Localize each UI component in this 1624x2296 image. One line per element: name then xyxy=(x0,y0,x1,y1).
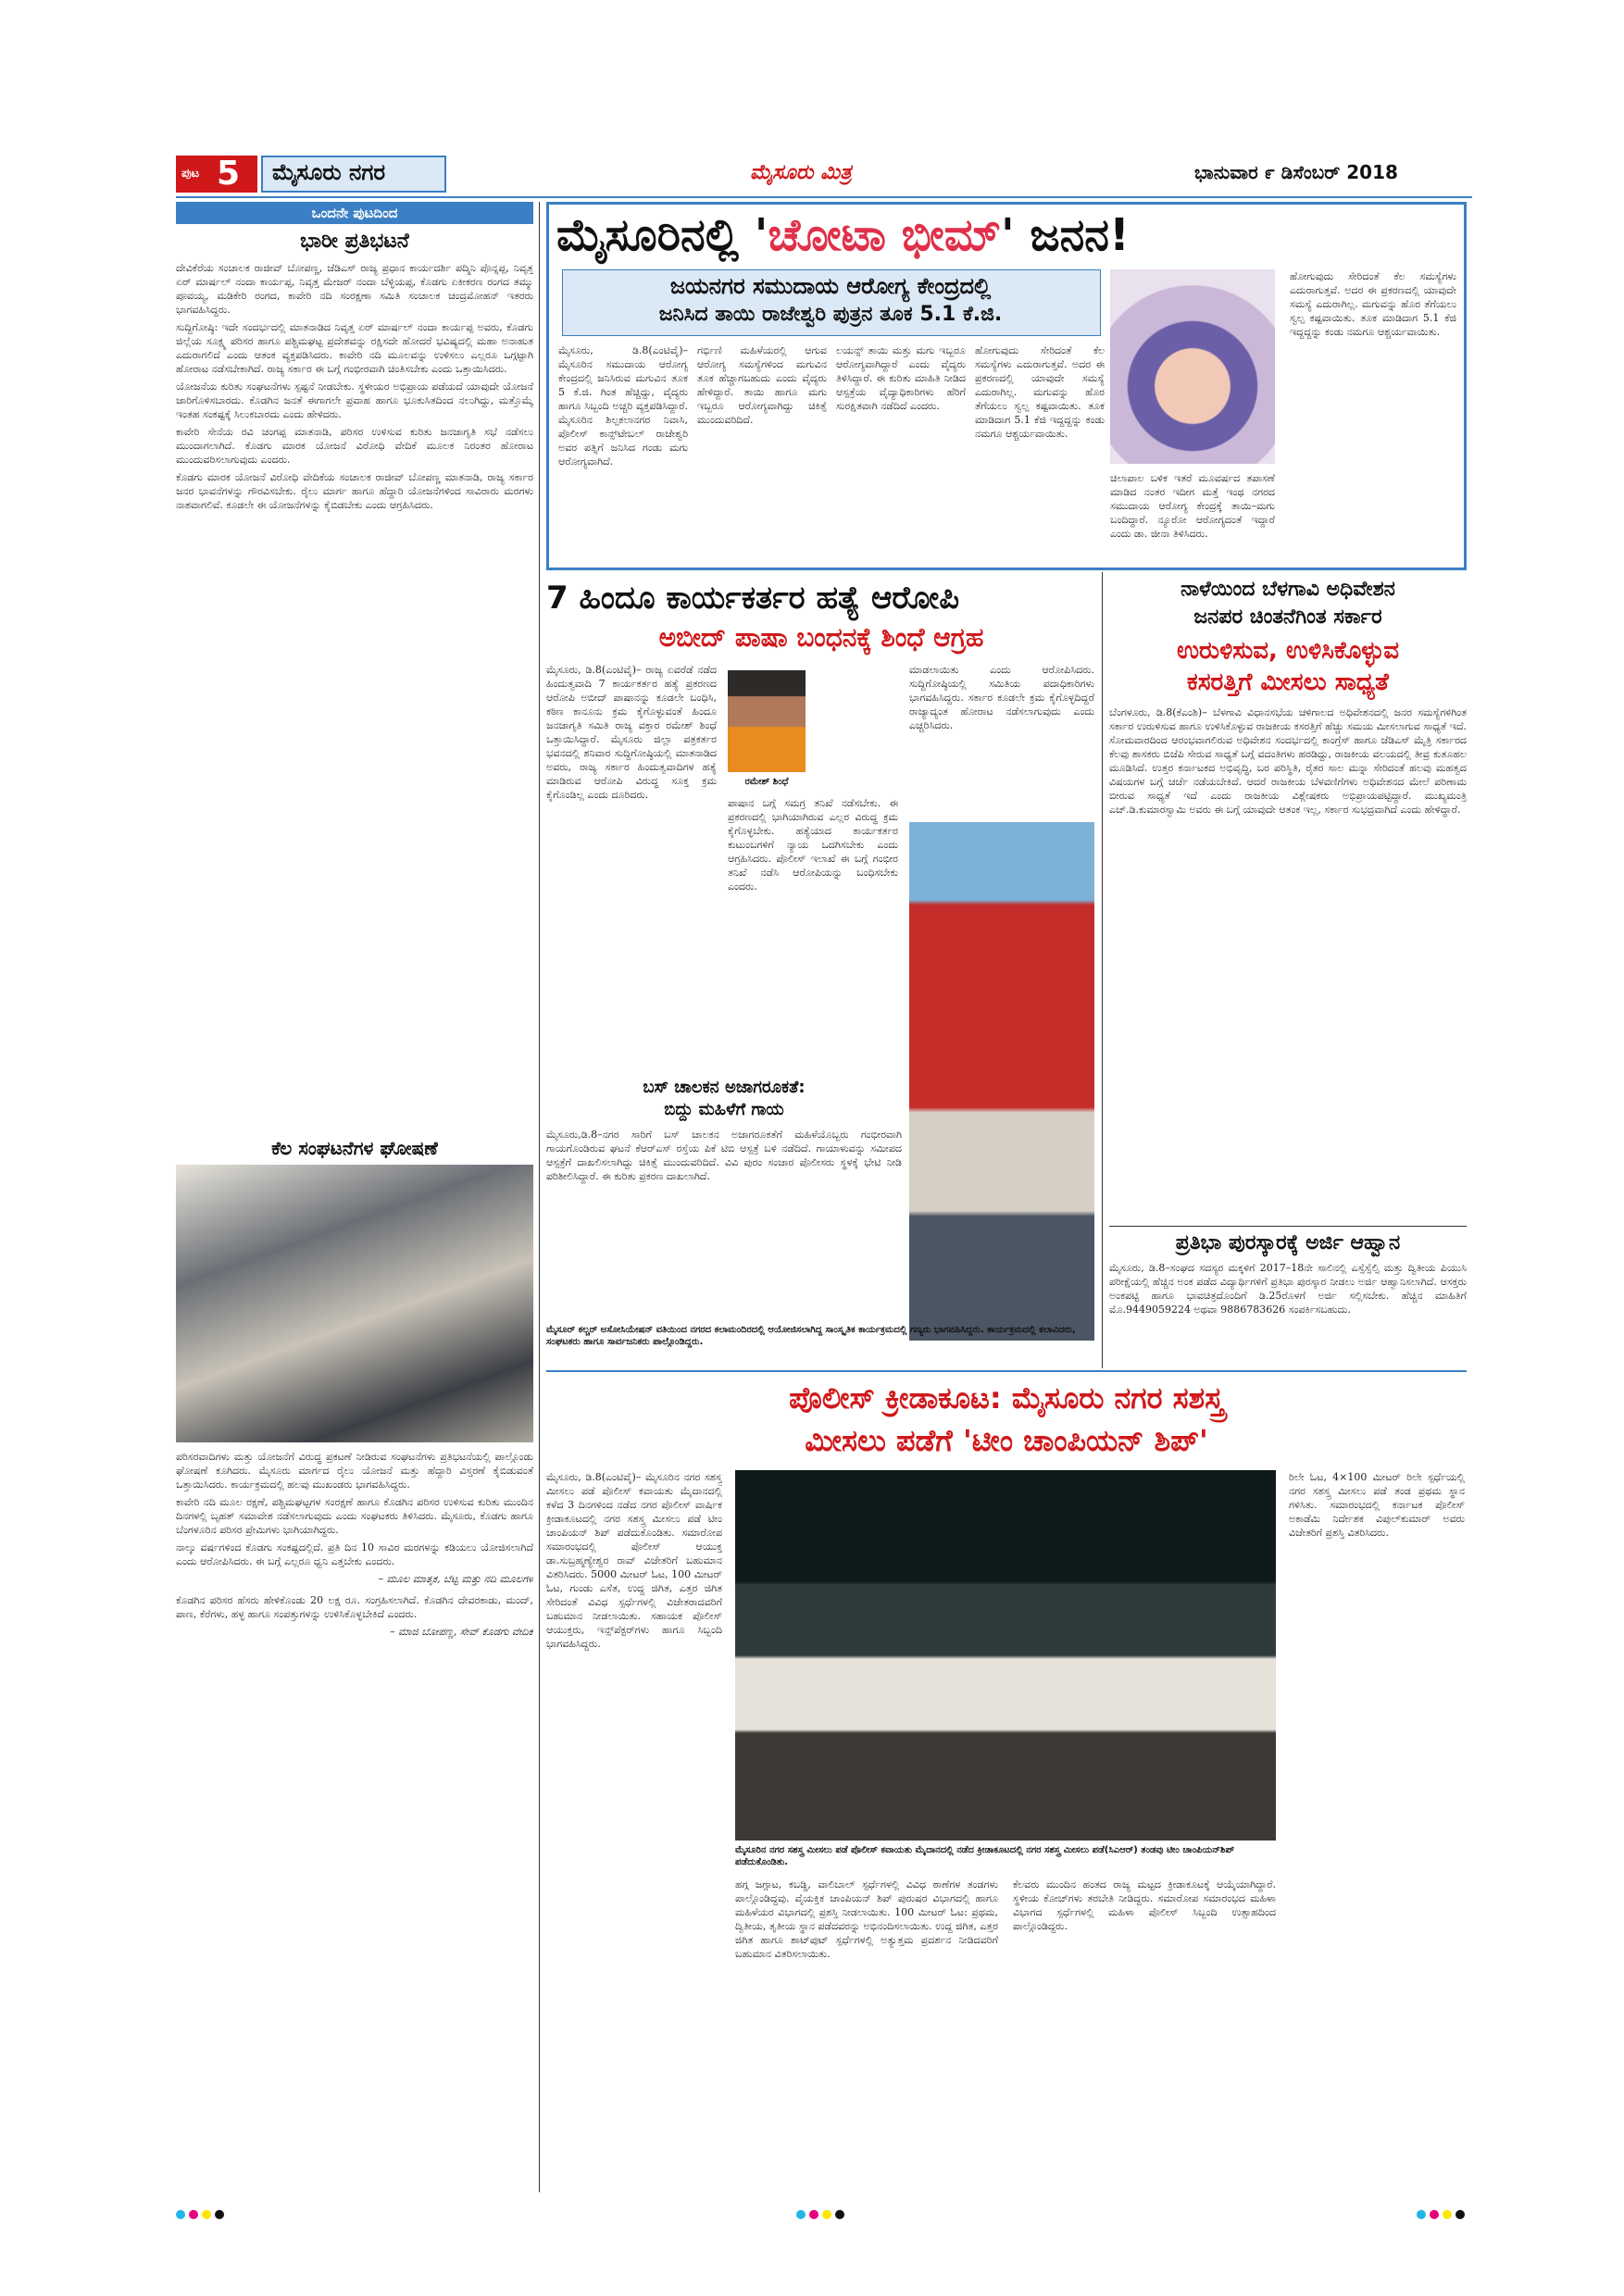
left-text-block-2 xyxy=(176,1450,533,2181)
left-para-9: ಕೊಡಗಿನ ಪರಿಸರ ಹೆಸರು ಹೇಳಿಕೊಂಡು 20 ಲಕ್ಷ ರೂ. ಸಂಗ್ರಹಿಸಲಾಗಿದೆ. ಕೊಡಗಿನ ದೇವರಕಾಡು, ಮಂದ್, ಪಾಣ, ಕೆರೆಗಳು, ಹಳ್ಳ ಹಾಗೂ ಸಂಪತ್ತುಗಳನ್ನು ಉಳಿಸಿಕೊಳ್ಳಬೇಕಿದೆ ಎಂದರು. xyxy=(176,1594,533,1620)
top-story-col-6-text: ಹೋಗುವುದು ಸೇರಿದಂತೆ ಕೆಲ ಸಮಸ್ಯೆಗಳು ಎದುರಾಗುತ್ತವೆ. ಅದರ ಈ ಪ್ರಕರಣದಲ್ಲಿ ಯಾವುದೇ ಸಮಸ್ಯೆ ಎದುರಾಗಿಲ್ಲ. ಮಗುವನ್ನು ಹೊರ ತೆಗೆಯಲು ಸ್ವಲ್ಪ ಕಷ್ಟವಾಯಿತು. ತೂಕ ಮಾಡಿದಾಗ 5.1 ಕೆಜಿ ಇದ್ದದ್ದನ್ನು ಕಂಡು ನಮಗೂ ಆಶ್ಚರ್ಯವಾಯಿತು. xyxy=(1290,270,1456,338)
award-divider xyxy=(1109,1226,1467,1227)
left-text-block-1 xyxy=(176,261,533,1131)
continued-label-text: ಒಂದನೇ ಪುಟದಿಂದ xyxy=(311,205,398,221)
police-col-2: ಹಗ್ಗ ಜಗ್ಗಾಟ, ಕಬಡ್ಡಿ, ವಾಲಿಬಾಲ್ ಸ್ಪರ್ಧೆಗಳಲ್ಲಿ ವಿವಿಧ ಠಾಣೆಗಳ ತಂಡಗಳು ಪಾಲ್ಗೊಂಡಿದ್ದವು. ವೈಯಕ್ತಿಕ ಚಾಂಪಿಯನ್ ಶಿಪ್ ಪುರುಷರ ವಿಭಾಗದಲ್ಲಿ ಹಾಗೂ ಮಹಿಳೆಯರ ವಿಭಾಗದಲ್ಲಿ ಪ್ರಶಸ್ತಿ ನೀಡಲಾಯಿತು. 100 ಮೀಟರ್ ಓಟ: ಪ್ರಥಮ, ದ್ವಿತೀಯ, ತೃತೀಯ ಸ್ಥಾನ ಪಡೆದವರನ್ನು ಅಭಿನಂದಿಸಲಾಯಿತು. ಉದ್ದ ಜಿಗಿತ, ಎತ್ತರ ಜಿಗಿತ ಹಾಗೂ ಶಾಟ್‌ಪುಟ್ ಸ್ಪರ್ಧೆಗಳಲ್ಲಿ ಅತ್ಯುತ್ತಮ ಪ್ರದರ್ಶನ ನೀಡಿದವರಿಗೆ ಬಹುಮಾನ ವಿತರಿಸಲಾಯಿತು. xyxy=(735,1878,998,1960)
left-para-1: ದೇವಿಕೆರೆಯ ಸಂಚಾಲಕ ರಾಜೀವ್ ಬೋಪಣ್ಣ, ಜೆಡಿಎಸ್ ರಾಜ್ಯ ಪ್ರಧಾನ ಕಾರ್ಯದರ್ಶಿ ಪದ್ಮಿನಿ ಪೊನ್ನಪ್ಪ, ನಿವೃತ್ತ ಏರ್ ಮಾರ್ಷಲ್ ನಂದಾ ಕಾರ್ಯಪ್ಪ, ನಿವೃತ್ತ ಮೇಜರ್ ನಂದಾ ಬೆಳ್ಳಿಯಪ್ಪ, ಕೊಡಗು ಏಕೀಕರಣ ರಂಗದ ತಮ್ಮು ಪೂವಯ್ಯ, ಮಡಿಕೇರಿ ರಂಗದ, ಕಾವೇರಿ ನದಿ ಸಂರಕ್ಷಣಾ ಸಮಿತಿ ಸಂಚಾಲಕ ಚಂದ್ರಮೋಹನ್ ಇತರರು ಭಾಗವಹಿಸಿದ್ದರು. xyxy=(176,262,533,316)
right-kicker-1: ನಾಳೆಯಿಂದ ಬೆಳಗಾವಿ ಅಧಿವೇಶನ xyxy=(1181,578,1395,601)
top-story-col-4: ಹೋಗುವುದು ಸೇರಿದಂತೆ ಕೆಲ ಸಮಸ್ಯೆಗಳು ಎದುರಾಗುತ್ತವೆ. ಅದರ ಈ ಪ್ರಕರಣದಲ್ಲಿ ಯಾವುದೇ ಸಮಸ್ಯೆ ಎದುರಾಗಿಲ್ಲ. ಮಗುವನ್ನು ಹೊರ ತೆಗೆಯಲು ಸ್ವಲ್ಪ ಕಷ್ಟವಾಯಿತು. ತೂಕ ಮಾಡಿದಾಗ 5.1 ಕೆಜಿ ಇದ್ದದ್ದನ್ನು ಕಂಡು ನಮಗೂ ಆಶ್ಚರ್ಯವಾಯಿತು. xyxy=(975,344,1105,440)
top-story-subhead-2: ಜನಿಸಿದ ತಾಯಿ ರಾಜೇಶ್ವರಿ ಪುತ್ರನ ತೂಕ 5.1 ಕೆ.ಜಿ. xyxy=(658,303,1003,326)
police-team-photo xyxy=(735,1470,1276,1841)
left-para-6: ಪರಿಸರವಾದಿಗಳು ಮತ್ತು ಯೋಜನೆಗೆ ವಿರುದ್ಧ ಪ್ರಕಟಣೆ ನೀಡಿರುವ ಸಂಘಟನೆಗಳು ಪ್ರತಿಭಟನೆಯಲ್ಲಿ ಪಾಲ್ಗೊಂಡು ಘೋಷಣೆ ಕೂಗಿದರು. ಮೈಸೂರು ಮಾರ್ಗದ ರೈಲು ಯೋಜನೆ ಮತ್ತು ಹೆದ್ದಾರಿ ವಿಸ್ತರಣೆ ಕೈಬಿಡುವಂತೆ ಒತ್ತಾಯಿಸಿದರು. ಕಾರ್ಯಕ್ರಮದಲ್ಲಿ ಹಲವು ಮುಖಂಡರು ಭಾಗವಹಿಸಿದ್ದರು. xyxy=(176,1451,533,1491)
right-headline-2: ಕಸರತ್ತಿಗೆ ಮೀಸಲು ಸಾಧ್ಯತೆ xyxy=(1187,668,1389,696)
top-story-col-2: ಗರ್ಭಿಣಿ ಮಹಿಳೆಯರಲ್ಲಿ ಆಗುವ ಆರೋಗ್ಯ ಸಮಸ್ಯೆಗಳಿಂದ ಮಗುವಿನ ತೂಕ ಹೆಚ್ಚಾಗಬಹುದು ಎಂದು ವೈದ್ಯರು ಹೇಳಿದ್ದಾರೆ. ತಾಯಿ ಹಾಗೂ ಮಗು ಇಬ್ಬರೂ ಆರೋಗ್ಯವಾಗಿದ್ದು ಚಿಕಿತ್ಸೆ ಮುಂದುವರಿದಿದೆ. xyxy=(697,344,827,426)
left-byline-2: – ಮಾಜಿ ಬೋಪಣ್ಣ, ಸೇವ್ ಕೊಡಗು ವೇದಿಕೆ xyxy=(390,1626,533,1638)
ramesh-shinde-photo xyxy=(728,670,806,772)
murder-subhead: ಅಬೀದ್ ಪಾಷಾ ಬಂಧನಕ್ಕೆ ಶಿಂಧೆ ಆಗ್ರಹ xyxy=(658,622,984,653)
left-byline-1: – ಮೂಲ ಮಾತೃಕ, ಬೆಟ್ಟ ಮತ್ತು ನದಿ ಮೂಲಗಳ xyxy=(378,1573,533,1585)
top-story-box xyxy=(546,202,1467,570)
left-para-4: ಕಾವೇರಿ ಸೇನೆಯ ರವಿ ಚಂಗಪ್ಪ ಮಾತನಾಡಿ, ಪರಿಸರ ಉಳಿಸುವ ಕುರಿತು ಜನಜಾಗೃತಿ ಸಭೆ ನಡೆಸಲು ಮುಂದಾಗಲಾಗಿದೆ. ಕೊಡಗು ಮಾರಕ ಯೋಜನೆ ವಿರೋಧಿ ವೇದಿಕೆ ಮೂಲಕ ನಿರಂತರ ಹೋರಾಟ ಮುಂದುವರಿಸಲಾಗುವುದು ಎಂದರು. xyxy=(176,426,533,466)
headline-highlight: ಚೋಟಾ ಭೀಮ್ xyxy=(768,209,1001,261)
header-rule xyxy=(176,196,1472,198)
police-top-rule xyxy=(546,1370,1467,1372)
registration-marks-center xyxy=(796,2205,848,2223)
headline-pre: ಮೈಸೂರಿನಲ್ಲಿ ' xyxy=(556,209,768,261)
award-text: ಮೈಸೂರು, ಡಿ.8–ಸಂಘದ ಸದಸ್ಯರ ಮಕ್ಕಳಿಗೆ 2017–18ನೇ ಸಾಲಿನಲ್ಲಿ ಎಸ್ಸೆಸ್ಸೆಲ್ಸಿ ಮತ್ತು ದ್ವಿತೀಯ ಪಿಯುಸಿ ಪರೀಕ್ಷೆಯಲ್ಲಿ ಹೆಚ್ಚಿನ ಅಂಕ ಪಡೆದ ವಿದ್ಯಾರ್ಥಿಗಳಿಗೆ ಪ್ರತಿಭಾ ಪುರಸ್ಕಾರ ನೀಡಲು ಅರ್ಜಿ ಆಹ್ವಾನಿಸಲಾಗಿದೆ. ಆಸಕ್ತರು ಅಂಕಪಟ್ಟಿ ಹಾಗೂ ಭಾವಚಿತ್ರದೊಂದಿಗೆ ಡಿ.25ರೊಳಗೆ ಅರ್ಜಿ ಸಲ್ಲಿಸಬೇಕು. ಹೆಚ್ಚಿನ ಮಾಹಿತಿಗೆ ಮೊ.9449059224 ಅಥವಾ 9886783626 ಸಂಪರ್ಕಿಸಬಹುದು. xyxy=(1109,1262,1467,1316)
police-col-4: ರಿಲೇ ಓಟ, 4×100 ಮೀಟರ್ ರಿಲೇ ಸ್ಪರ್ಧೆಯಲ್ಲಿ ನಗರ ಸಶಸ್ತ್ರ ಮೀಸಲು ಪಡೆ ತಂಡ ಪ್ರಥಮ ಸ್ಥಾನ ಗಳಿಸಿತು. ಸಮಾರಂಭದಲ್ಲಿ ಕರ್ನಾಟಕ ಪೊಲೀಸ್ ಅಕಾಡೆಮಿ ನಿರ್ದೇಶಕ ವಿಪುಲ್‌ಕುಮಾರ್ ಅವರು ವಿಜೇತರಿಗೆ ಪ್ರಶಸ್ತಿ ವಿತರಿಸಿದರು. xyxy=(1289,1471,1465,1539)
police-headline-2: ಮೀಸಲು ಪಡೆಗೆ 'ಟೀಂ ಚಾಂಪಿಯನ್ ಶಿಪ್' xyxy=(805,1423,1208,1458)
top-story-subhead-1: ಜಯನಗರ ಸಮುದಾಯ ಆರೋಗ್ಯ ಕೇಂದ್ರದಲ್ಲಿ xyxy=(669,273,992,299)
section-title: ಮೈಸೂರು ನಗರ xyxy=(272,159,386,185)
cultural-event-photo xyxy=(909,822,1094,1341)
top-story-col-1: ಮೈಸೂರು, ಡಿ.8(ಎಂಟಿವೈ)– ಮೈಸೂರಿನ ಸಮುದಾಯ ಆರೋಗ್ಯ ಕೇಂದ್ರದಲ್ಲಿ ಜನಿಸಿರುವ ಮಗುವಿನ ತೂಕ 5 ಕೆ.ಜಿ. ಗಿಂತ ಹೆಚ್ಚಿದ್ದು, ವೈದ್ಯರು ಹಾಗೂ ಸಿಬ್ಬಂದಿ ಅಚ್ಚರಿ ವ್ಯಕ್ತಪಡಿಸಿದ್ದಾರೆ. ಮೈಸೂರಿನ ಶಿಲ್ಪಕಲಾನಗರ ನಿವಾಸಿ, ಪೊಲೀಸ್ ಕಾನ್ಸ್‌ಟೇಬಲ್ ರಾಜೇಶ್ವರಿ ಅವರ ಪತ್ನಿಗೆ ಜನಿಸಿದ ಗಂಡು ಮಗು ಆರೋಗ್ಯವಾಗಿದೆ. xyxy=(558,344,688,468)
column-divider-right xyxy=(1102,572,1103,1368)
masthead: ಮೈಸೂರು ಮಿತ್ರ xyxy=(750,161,852,184)
continued-label xyxy=(176,202,533,224)
page-header xyxy=(176,156,1472,193)
right-kicker-2: ಜನಪರ ಚಿಂತನೆಗಿಂತ ಸರ್ಕಾರ xyxy=(1193,605,1382,629)
left-para-5: ಕೊಡಗು ಮಾರಕ ಯೋಜನೆ ವಿರೋಧಿ ವೇದಿಕೆಯ ಸಂಚಾಲಕ ರಾಜೀವ್ ಬೋಪಣ್ಣ ಮಾತನಾಡಿ, ರಾಜ್ಯ ಸರ್ಕಾರ ಜನರ ಭಾವನೆಗಳನ್ನು ಗೌರವಿಸಬೇಕು. ರೈಲು ಮಾರ್ಗ ಹಾಗೂ ಹೆದ್ದಾರಿ ಯೋಜನೆಗಳಿಂದ ಸಾವಿರಾರು ಮರಗಳು ನಾಶವಾಗಲಿವೆ. ಕೂಡಲೇ ಈ ಯೋಜನೆಗಳನ್ನು ಕೈಬಿಡಬೇಕು ಎಂದು ಆಗ್ರಹಿಸಿದರು. xyxy=(176,471,533,511)
cultural-event-caption: ಮೈಸೂರ್ ಕಲ್ಚರ್ ಅಸೋಸಿಯೇಷನ್ ವತಿಯಿಂದ ನಗರದ ಕಲಾಮಂದಿರದಲ್ಲಿ ಆಯೋಜಿಸಲಾಗಿದ್ದ ಸಾಂಸ್ಕೃತಿಕ ಕಾರ್ಯಕ್ರಮದಲ್ಲಿ ಗಣ್ಯರು ಭಾಗವಹಿಸಿದ್ದರು. ಕಾರ್ಯಕ್ರಮದಲ್ಲಿ ಕಲಾವಿದರು, ಸಂಘಟಕರು ಹಾಗೂ ಸಾರ್ವಜನಿಕರು ಪಾಲ್ಗೊಂಡಿದ್ದರು. xyxy=(546,1325,1076,1347)
registration-marks-left xyxy=(176,2205,228,2223)
murder-headline: 7 ಹಿಂದೂ ಕಾರ್ಯಕರ್ತರ ಹತ್ಯೆ ಆರೋಪಿ xyxy=(546,580,960,617)
murder-col-1: ಮೈಸೂರು, ಡಿ.8(ಎಂಟಿವೈ)– ರಾಜ್ಯ ಏವರೆಡೆ ನಡೆದ ಹಿಂದುತ್ವವಾದಿ 7 ಕಾರ್ಯಕರ್ತರ ಹತ್ಯೆ ಪ್ರಕರಣದ ಆರೋಪಿ ಅಬೀದ್ ಪಾಷಾನನ್ನು ಕೂಡಲೇ ಬಂಧಿಸಿ, ಕಠಿಣ ಕಾನೂನು ಕ್ರಮ ಕೈಗೊಳ್ಳುವಂತೆ ಹಿಂದೂ ಜನಜಾಗೃತಿ ಸಮಿತಿ ರಾಜ್ಯ ವಕ್ತಾರ ರಮೇಶ್ ಶಿಂಧೆ ಒತ್ತಾಯಿಸಿದ್ದಾರೆ. ಮೈಸೂರು ಜಿಲ್ಲಾ ಪತ್ರಕರ್ತರ ಭವನದಲ್ಲಿ ಶನಿವಾರ ಸುದ್ದಿಗೋಷ್ಠಿಯಲ್ಲಿ ಮಾತನಾಡಿದ ಅವರು, ರಾಜ್ಯ ಸರ್ಕಾರ ಹಿಂದುತ್ವವಾದಿಗಳ ಹತ್ಯೆ ಮಾಡಿರುವ ಆರೋಪಿ ವಿರುದ್ಧ ಸೂಕ್ತ ಕ್ರಮ ಕೈಗೊಂಡಿಲ್ಲ ಎಂದು ದೂರಿದರು. xyxy=(546,664,717,801)
bus-story-text: ಮೈಸೂರು,ಡಿ.8–ನಗರ ಸಾರಿಗೆ ಬಸ್ ಚಾಲಕನ ಅಜಾಗರೂಕತೆಗೆ ಮಹಿಳೆಯೊಬ್ಬರು ಗಂಭೀರವಾಗಿ ಗಾಯಗೊಂಡಿರುವ ಘಟನೆ ಕೆಆರ್‌ಎಸ್ ರಸ್ತೆಯ ಪಿಕೆ ಟಿಬಿ ಆಸ್ಪತ್ರೆ ಬಳಿ ನಡೆದಿದೆ. ಗಾಯಾಳುವನ್ನು ಸಮೀಪದ ಆಸ್ಪತ್ರೆಗೆ ದಾಖಲಿಸಲಾಗಿದ್ದು ಚಿಕಿತ್ಸೆ ಮುಂದುವರಿದಿದೆ. ವಿವಿ ಪುರಂ ಸಂಚಾರ ಪೊಲೀಸರು ಸ್ಥಳಕ್ಕೆ ಭೇಟಿ ನೀಡಿ ಪರಿಶೀಲಿಸಿದ್ದಾರೆ. ಈ ಕುರಿತು ಪ್ರಕರಣ ದಾಖಲಾಗಿದೆ. xyxy=(546,1129,902,1182)
left-para-8: ನಾಲ್ಕು ವರ್ಷಗಳಿಂದ ಕೊಡಗು ಸಂಕಷ್ಟದಲ್ಲಿದೆ. ಪ್ರತಿ ದಿನ 10 ಸಾವಿರ ಮರಗಳನ್ನು ಕಡಿಯಲು ಯೋಜಿಸಲಾಗಿದೆ ಎಂದು ಆರೋಪಿಸಿದರು. ಈ ಬಗ್ಗೆ ಎಲ್ಲರೂ ಧ್ವನಿ ಎತ್ತಬೇಕು ಎಂದರು. xyxy=(176,1541,533,1567)
murder-col-2: ಪಾಷಾನ ಬಗ್ಗೆ ಸಮಗ್ರ ತನಿಖೆ ನಡೆಸಬೇಕು. ಈ ಪ್ರಕರಣದಲ್ಲಿ ಭಾಗಿಯಾಗಿರುವ ಎಲ್ಲರ ವಿರುದ್ಧ ಕ್ರಮ ಕೈಗೊಳ್ಳಬೇಕು. ಹತ್ಯೆಯಾದ ಕಾರ್ಯಕರ್ತರ ಕುಟುಂಬಗಳಿಗೆ ನ್ಯಾಯ ಒದಗಿಸಬೇಕು ಎಂದು ಆಗ್ರಹಿಸಿದರು. ಪೊಲೀಸ್ ಇಲಾಖೆ ಈ ಬಗ್ಗೆ ಗಂಭೀರ ತನಿಖೆ ನಡೆಸಿ ಆರೋಪಿಯನ್ನು ಬಂಧಿಸಬೇಕು ಎಂದರು. xyxy=(728,797,898,892)
left-column xyxy=(176,202,533,2192)
police-col-1: ಮೈಸೂರು, ಡಿ.8(ಎಂಟಿವೈ)– ಮೈಸೂರಿನ ನಗರ ಸಶಸ್ತ್ರ ಮೀಸಲು ಪಡೆ ಪೊಲೀಸ್ ಕವಾಯತು ಮೈದಾನದಲ್ಲಿ ಕಳೆದ 3 ದಿನಗಳಿಂದ ನಡೆದ ನಗರ ಪೊಲೀಸ್ ವಾರ್ಷಿಕ ಕ್ರೀಡಾಕೂಟದಲ್ಲಿ ನಗರ ಸಶಸ್ತ್ರ ಮೀಸಲು ಪಡೆ ಟೀಂ ಚಾಂಪಿಯನ್ ಶಿಪ್ ಪಡೆದುಕೊಂಡಿತು. ಸಮಾರೋಪ ಸಮಾರಂಭದಲ್ಲಿ ಪೊಲೀಸ್ ಆಯುಕ್ತ ಡಾ.ಸುಬ್ರಹ್ಮಣ್ಯೇಶ್ವರ ರಾವ್ ವಿಜೇತರಿಗೆ ಬಹುಮಾನ ವಿತರಿಸಿದರು. 5000 ಮೀಟರ್ ಓಟ, 100 ಮೀಟರ್ ಓಟ, ಗುಂಡು ಎಸೆತ, ಉದ್ದ ಜಿಗಿತ, ಎತ್ತರ ಜಿಗಿತ ಸೇರಿದಂತೆ ವಿವಿಧ ಸ್ಪರ್ಧೆಗಳಲ್ಲಿ ವಿಜೇತರಾದವರಿಗೆ ಬಹುಮಾನ ನೀಡಲಾಯಿತು. ಸಹಾಯಕ ಪೊಲೀಸ್ ಆಯುಕ್ತರು, ಇನ್ಸ್‌ಪೆಕ್ಟರ್‌ಗಳು ಹಾಗೂ ಸಿಬ್ಬಂದಿ ಭಾಗವಹಿಸಿದ್ದರು. xyxy=(546,1471,722,1650)
headline-post: ' ಜನನ! xyxy=(1000,209,1130,261)
baby-photo xyxy=(1110,269,1275,464)
right-story-body: ಬೆಂಗಳೂರು, ಡಿ.8(ಕೆಎಂಶಿ)– ಬೆಳಗಾವಿ ವಿಧಾನಸಭೆಯ ಚಳಿಗಾಲದ ಅಧಿವೇಶನದಲ್ಲಿ ಜನರ ಸಮಸ್ಯೆಗಳಿಗಿಂತ ಸರ್ಕಾರ ಉರುಳಿಸುವ ಹಾಗೂ ಉಳಿಸಿಕೊಳ್ಳುವ ರಾಜಕೀಯ ಕಸರತ್ತಿಗೆ ಹೆಚ್ಚು ಸಮಯ ಮೀಸಲಾಗುವ ಸಾಧ್ಯತೆ ಇದೆ. ಸೋಮವಾರದಿಂದ ಆರಂಭವಾಗಲಿರುವ ಅಧಿವೇಶನ ಸಂದರ್ಭದಲ್ಲಿ ಕಾಂಗ್ರೆಸ್ ಹಾಗೂ ಜೆಡಿಎಸ್ ಮೈತ್ರಿ ಸರ್ಕಾರದ ಕೆಲವು ಶಾಸಕರು ಬಿಜೆಪಿ ಸೇರುವ ಸಾಧ್ಯತೆ ಬಗ್ಗೆ ವದಂತಿಗಳು ಹರಡಿದ್ದು, ರಾಜಕೀಯ ವಲಯದಲ್ಲಿ ತೀವ್ರ ಕುತೂಹಲ ಮೂಡಿಸಿದೆ. ಉತ್ತರ ಕರ್ನಾಟಕದ ಅಭಿವೃದ್ಧಿ, ಬರ ಪರಿಸ್ಥಿತಿ, ರೈತರ ಸಾಲ ಮನ್ನಾ ಸೇರಿದಂತೆ ಹಲವು ಮಹತ್ವದ ವಿಷಯಗಳ ಬಗ್ಗೆ ಚರ್ಚೆ ನಡೆಯಬೇಕಿದೆ. ಆದರೆ ರಾಜಕೀಯ ಬೆಳವಣಿಗೆಗಳು ಅಧಿವೇಶನದ ಮೇಲೆ ಪರಿಣಾಮ ಬೀರುವ ಸಾಧ್ಯತೆ ಇದೆ ಎಂದು ರಾಜಕೀಯ ವಿಶ್ಲೇಷಕರು ಅಭಿಪ್ರಾಯಪಟ್ಟಿದ್ದಾರೆ. ಮುಖ್ಯಮಂತ್ರಿ ಎಚ್.ಡಿ.ಕುಮಾರಸ್ವಾಮಿ ಅವರು ಈ ಬಗ್ಗೆ ಯಾವುದೇ ಆತಂಕ ಇಲ್ಲ, ಸರ್ಕಾರ ಸುಭದ್ರವಾಗಿದೆ ಎಂದು ಹೇಳಿದ್ದಾರೆ. xyxy=(1109,706,1467,816)
page-label: ಪುಟ xyxy=(181,167,200,181)
registration-marks-right xyxy=(1417,2205,1468,2223)
left-para-3: ಯೋಜನೆಯ ಕುರಿತು ಸಂಘಟನೆಗಳು ಸ್ಪಷ್ಟನೆ ನೀಡಬೇಕು. ಸ್ಥಳೀಯರ ಅಭಿಪ್ರಾಯ ಪಡೆಯದೆ ಯಾವುದೇ ಯೋಜನೆ ಜಾರಿಗೊಳಿಸಬಾರದು. ಕೊಡಗಿನ ಜನತೆ ಈಗಾಗಲೇ ಪ್ರವಾಹ ಹಾಗೂ ಭೂಕುಸಿತದಿಂದ ನಲುಗಿದ್ದು, ಮತ್ತೊಮ್ಮೆ ಇಂತಹ ಸಂಕಷ್ಟಕ್ಕೆ ಸಿಲುಕಬಾರದು ಎಂದು ಹೇಳಿದರು. xyxy=(176,381,533,420)
left-headline: ಭಾರೀ ಪ್ರತಿಭಟನೆ xyxy=(300,230,409,253)
column-divider-left xyxy=(539,202,540,2192)
bus-headline: ಬಸ್ ಚಾಲಕನ ಅಜಾಗರೂಕತೆ: xyxy=(643,1078,806,1097)
page-number: 5 xyxy=(217,155,241,193)
top-story-headline xyxy=(556,208,1460,262)
right-story xyxy=(1109,578,1467,1374)
left-subhead: ಕೆಲ ಸಂಘಟನೆಗಳ ಘೋಷಣೆ xyxy=(271,1137,438,1159)
protest-photo xyxy=(176,1165,533,1442)
top-story-col-5: ಚಿಲಾಪಾಲ ಬಳಿಕ ಇತರೆ ಮೂವರ್ಷದ ತಪಾಸಣೆ ಮಾಡಿದ ನಂತರ ಇದೀಗ ಮತ್ತೆ ಇಂಥ ನಗರದ ಸಮುದಾಯ ಆರೋಗ್ಯ ಕೇಂದ್ರಕ್ಕೆ ತಾಯಿ–ಮಗು ಬಂದಿದ್ದಾರೆ. ನ್ಯೂರೋ ಆರೋಗ್ಯದಂತೆ ಇದ್ದಾರೆ ಎಂದು ಡಾ. ಜೀನಾ ತಿಳಿಸಿದರು. xyxy=(1110,472,1275,540)
photo-caption-shinde: ರಮೇಶ್ ಶಿಂಧೆ xyxy=(744,777,789,787)
left-para-7: ಕಾವೇರಿ ನದಿ ಮೂಲ ರಕ್ಷಣೆ, ಪಶ್ಚಿಮಘಟ್ಟಗಳ ಸಂರಕ್ಷಣೆ ಹಾಗೂ ಕೊಡಗಿನ ಪರಿಸರ ಉಳಿಸುವ ಕುರಿತು ಮುಂದಿನ ದಿನಗಳಲ್ಲಿ ಬೃಹತ್ ಸಮಾವೇಶ ನಡೆಸಲಾಗುವುದು ಎಂದು ಸಂಘಟಕರು ತಿಳಿಸಿದರು. ಮೈಸೂರು, ಕೊಡಗು ಹಾಗೂ ಬೆಂಗಳೂರಿನ ಪರಿಸರ ಪ್ರೇಮಿಗಳು ಭಾಗಿಯಾಗಿದ್ದರು. xyxy=(176,1496,533,1536)
police-photo-caption: ಮೈಸೂರಿನ ನಗರ ಸಶಸ್ತ್ರ ಮೀಸಲು ಪಡೆ ಪೊಲೀಸ್ ಕವಾಯತು ಮೈದಾನದಲ್ಲಿ ನಡೆದ ಕ್ರೀಡಾಕೂಟದಲ್ಲಿ ನಗರ ಸಶಸ್ತ್ರ ಮೀಸಲು ಪಡೆ(ಸಿಎಆರ್) ತಂಡವು ಟೀಂ ಚಾಂಪಿಯನ್‌ಶಿಪ್ ಪಡೆದುಕೊಂಡಿತು. xyxy=(735,1845,1235,1867)
bus-subhead: ಬಿದ್ದು ಮಹಿಳೆಗೆ ಗಾಯ xyxy=(664,1100,784,1119)
right-headline-1: ಉರುಳಿಸುವ, ಉಳಿಸಿಕೊಳ್ಳುವ xyxy=(1176,637,1400,665)
left-para-2: ಸುದ್ದಿಗೋಷ್ಠಿ: ಇದೇ ಸಂದರ್ಭದಲ್ಲಿ ಮಾತನಾಡಿದ ನಿವೃತ್ತ ಏರ್ ಮಾರ್ಷಲ್ ನಂದಾ ಕಾರ್ಯಪ್ಪ ಅವರು, ಕೊಡಗು ಜಿಲ್ಲೆಯ ಸೂಕ್ಷ್ಮ ಪರಿಸರ ಹಾಗೂ ಪಶ್ಚಿಮಘಟ್ಟ ಪ್ರದೇಶವನ್ನು ರಕ್ಷಿಸದೇ ಹೋದರೆ ಭವಿಷ್ಯದಲ್ಲಿ ಮಹಾ ಅನಾಹುತ ಎದುರಾಗಲಿದೆ ಎಂದು ಆತಂಕ ವ್ಯಕ್ತಪಡಿಸಿದರು. ಕಾವೇರಿ ನದಿ ಮೂಲವನ್ನು ಉಳಿಸಲು ಎಲ್ಲರೂ ಒಗ್ಗಟ್ಟಾಗಿ ಹೋರಾಟ ನಡೆಸಬೇಕಾಗಿದೆ. ರಾಜ್ಯ ಸರ್ಕಾರ ಈ ಬಗ್ಗೆ ಗಂಭೀರವಾಗಿ ಚಿಂತಿಸಬೇಕು ಎಂದು ಒತ್ತಾಯಿಸಿದರು. xyxy=(176,321,533,375)
police-story xyxy=(546,1378,1467,2202)
police-headline-1: ಪೊಲೀಸ್ ಕ್ರೀಡಾಕೂಟ: ಮೈಸೂರು ನಗರ ಸಶಸ್ತ್ರ xyxy=(789,1380,1224,1416)
issue-date: ಭಾನುವಾರ ೯ ಡಿಸೆಂಬರ್ 2018 xyxy=(1194,161,1398,183)
police-col-3: ಕೆಲವರು ಮುಂದಿನ ಹಂತದ ರಾಜ್ಯ ಮಟ್ಟದ ಕ್ರೀಡಾಕೂಟಕ್ಕೆ ಆಯ್ಕೆಯಾಗಿದ್ದಾರೆ. ಸ್ಥಳೀಯ ಕೋಚ್‌ಗಳು ತರಬೇತಿ ನೀಡಿದ್ದರು. ಸಮಾರೋಪ ಸಮಾರಂಭದ ಮಹಿಳಾ ವಿಭಾಗದ ಸ್ಪರ್ಧೆಗಳಲ್ಲಿ ಮಹಿಳಾ ಪೊಲೀಸ್ ಸಿಬ್ಬಂದಿ ಉತ್ಸಾಹದಿಂದ ಪಾಲ್ಗೊಂಡಿದ್ದರು. xyxy=(1013,1878,1276,1932)
murder-col-3: ಮಾಡಲಾಯಿತು ಎಂದು ಆರೋಪಿಸಿದರು. ಸುದ್ದಿಗೋಷ್ಠಿಯಲ್ಲಿ ಸಮಿತಿಯ ಪದಾಧಿಕಾರಿಗಳು ಭಾಗವಹಿಸಿದ್ದರು. ಸರ್ಕಾರ ಕೂಡಲೇ ಕ್ರಮ ಕೈಗೊಳ್ಳದಿದ್ದರೆ ರಾಜ್ಯಾದ್ಯಂತ ಹೋರಾಟ ನಡೆಸಲಾಗುವುದು ಎಂದು ಎಚ್ಚರಿಸಿದರು. xyxy=(909,664,1094,731)
award-headline: ಪ್ರತಿಭಾ ಪುರಸ್ಕಾರಕ್ಕೆ ಅರ್ಜಿ ಆಹ್ವಾನ xyxy=(1175,1231,1401,1254)
top-story-col-3: ಲಯನ್ಸ್ ತಾಯಿ ಮತ್ತು ಮಗು ಇಬ್ಬರೂ ಆರೋಗ್ಯವಾಗಿದ್ದಾರೆ ಎಂದು ವೈದ್ಯರು ತಿಳಿಸಿದ್ದಾರೆ. ಈ ಕುರಿತು ಮಾಹಿತಿ ನೀಡಿದ ಆಸ್ಪತ್ರೆಯ ವೈದ್ಯಾಧಿಕಾರಿಗಳು ಹೆರಿಗೆ ಸುರಕ್ಷಿತವಾಗಿ ನಡೆದಿದೆ ಎಂದರು. xyxy=(836,344,966,412)
